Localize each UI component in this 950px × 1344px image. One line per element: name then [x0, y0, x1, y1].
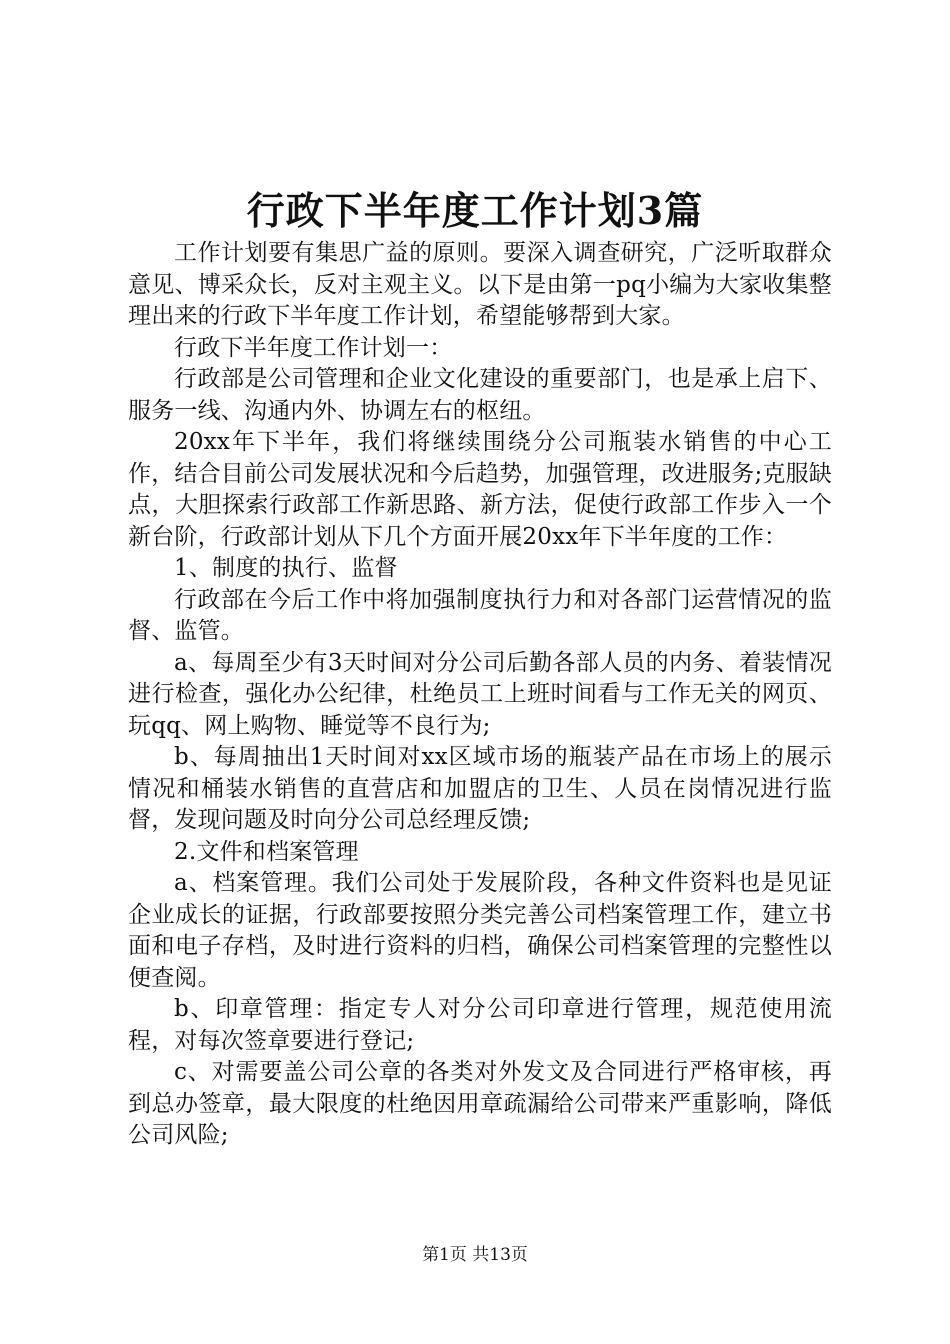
list-item-a-archive-management: a、档案管理。我们公司处于发展阶段，各种文件资料也是见证企业成长的证据，行政部要按照分类完善公司档案管理工作，建立书面和电子存档，及时进行资料的归档，确保公司档案管理的完整性以便查阅。 — [128, 870, 832, 991]
list-item-b-seal-management: b、印章管理：指定专人对分公司印章进行管理，规范使用流程，对每次签章要进行登记; — [128, 996, 832, 1054]
paragraph-plan-heading: 行政下半年度工作计划一： — [174, 334, 453, 361]
paragraph-department-role: 行政部是公司管理和企业文化建设的重要部门，也是承上启下、服务一线、沟通内外、协调左右的枢纽。 — [128, 366, 832, 424]
list-item-a-weekly-inspection: a、每周至少有3天时间对分公司后勤各部人员的内务、着装情况进行检查，强化办公纪律，杜绝员工上班时间看与工作无关的网页、玩qq、网上购物、睡觉等不良行为; — [128, 649, 832, 739]
paragraph-supervision: 行政部在今后工作中将加强制度执行力和对各部门运营情况的监督、监管。 — [128, 586, 832, 644]
list-item-c-document-review: c、对需要盖公司公章的各类对外发文及合同进行严格审核，再到总办签章，最大限度的杜绝因用章疏漏给公司带来严重影响，降低公司风险; — [128, 1059, 832, 1148]
paragraph-intro: 工作计划要有集思广益的原则。要深入调查研究，广泛听取群众意见、博采众长，反对主观主义。以下是由第一pq小编为大家收集整理出来的行政下半年度工作计划，希望能够帮到大家。 — [128, 240, 832, 329]
list-item-b-market-supervision: b、每周抽出1天时间对xx区域市场的瓶装产品在市场上的展示情况和桶装水销售的直营店和加盟店的卫生、人员在岗情况进行监督，发现问题及时向分公司总经理反馈; — [128, 744, 832, 833]
paragraph-overview: 20xx年下半年，我们将继续围绕分公司瓶装水销售的中心工作，结合目前公司发展状况和今后趋势，加强管理，改进服务;克服缺点，大胆探索行政部工作新思路、新方法，促使行政部工作步入一个新台阶，行政部计划从下几个方面开展20xx年下半年度的工作： — [128, 429, 832, 550]
page-footer: 第1页 共13页 — [422, 1245, 528, 1265]
section-heading-1: 1、制度的执行、监督 — [174, 555, 398, 581]
document-body — [128, 238, 832, 1152]
section-heading-2: 2.文件和档案管理 — [174, 838, 359, 865]
document-title: 行政下半年度工作计划3篇 — [246, 188, 704, 233]
